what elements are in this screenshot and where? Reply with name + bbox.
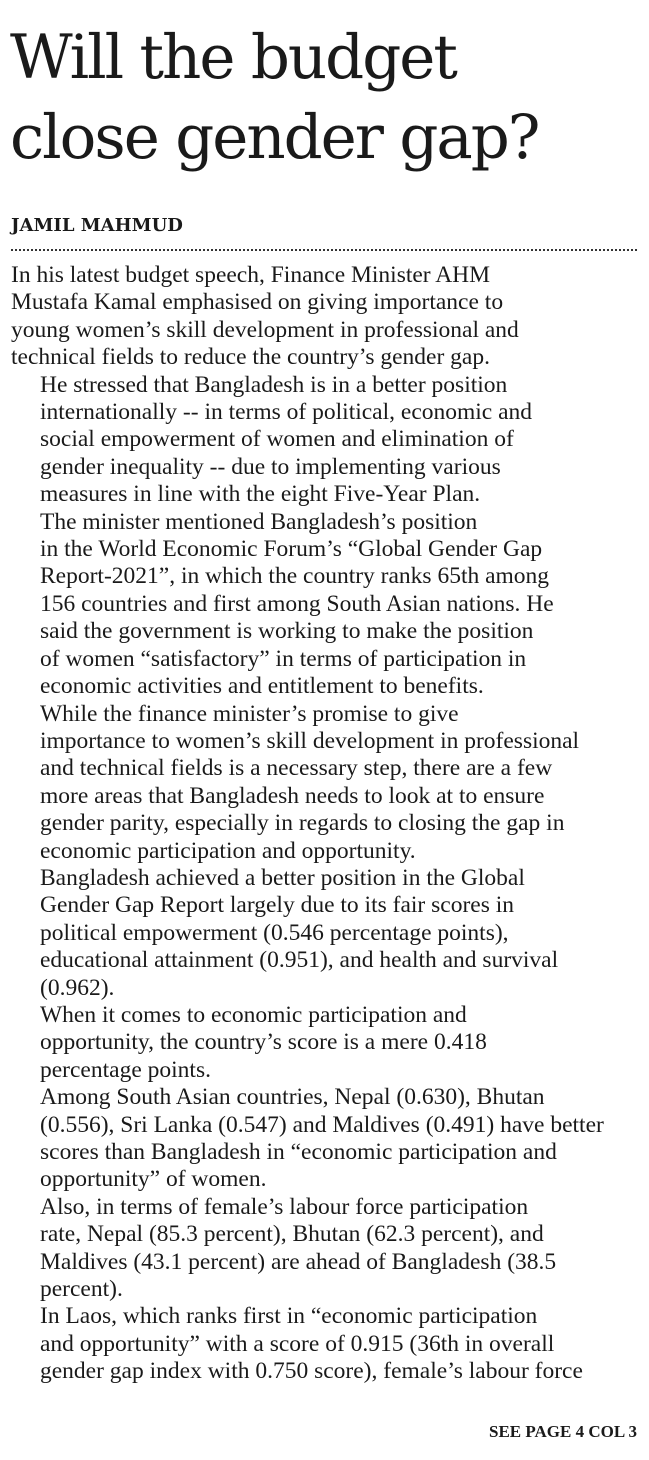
paragraph-line: rate, Nepal (85.3 percent), Bhutan (62.3 percent), and xyxy=(40,1221,544,1248)
article-paragraph xyxy=(11,1084,641,1194)
article-paragraph xyxy=(11,1194,641,1304)
article-paragraph xyxy=(11,509,641,701)
paragraph-line: In Laos, which ranks first in “economic participation xyxy=(40,1303,538,1330)
paragraph-line: said the government is working to make the position xyxy=(40,618,534,645)
paragraph-line: (0.962). xyxy=(40,974,115,1001)
headline-line: Will the budget xyxy=(10,22,456,93)
paragraph-line: Gender Gap Report largely due to its fair scores in xyxy=(40,892,514,919)
paragraph-line: percent). xyxy=(40,1276,123,1303)
article-paragraph xyxy=(11,701,641,865)
article-paragraph xyxy=(11,372,641,509)
article-body xyxy=(11,262,641,1386)
paragraph-line: When it comes to economic participation and xyxy=(40,1001,467,1028)
paragraph-line: in the World Economic Forum’s “Global Gender Gap xyxy=(40,536,543,563)
paragraph-line: opportunity, the country’s score is a mere 0.418 xyxy=(40,1029,487,1056)
paragraph-line: gender inequality -- due to implementing various xyxy=(40,453,501,480)
paragraph-line: 156 countries and first among South Asian nations. He xyxy=(40,590,554,617)
continued-on-jump-line: SEE PAGE 4 COL 3 xyxy=(489,1422,637,1441)
paragraph-line: and opportunity” with a score of 0.915 (36th in overall xyxy=(40,1330,555,1357)
paragraph-line: social empowerment of women and elimination of xyxy=(40,426,514,453)
paragraph-line: percentage points. xyxy=(40,1056,211,1083)
paragraph-line: In his latest budget speech, Finance Minister AHM xyxy=(11,262,491,288)
paragraph-line: gender parity, especially in regards to closing the gap in xyxy=(40,810,565,837)
dotted-divider xyxy=(11,249,637,251)
paragraph-line: gender gap index with 0.750 score), female’s labour force xyxy=(40,1358,583,1385)
paragraph-line: Also, in terms of female’s labour force participation xyxy=(40,1193,529,1220)
paragraph-line: importance to women’s skill development in professional xyxy=(40,727,580,754)
paragraph-line: opportunity” of women. xyxy=(40,1166,267,1193)
article-paragraph xyxy=(11,262,641,372)
paragraph-line: measures in line with the eight Five-Year Plan. xyxy=(40,481,481,508)
paragraph-line: The minister mentioned Bangladesh’s position xyxy=(40,508,478,535)
paragraph-line: He stressed that Bangladesh is in a better position xyxy=(40,371,508,398)
article-headline xyxy=(10,18,645,178)
paragraph-line: technical fields to reduce the country’s gender gap. xyxy=(11,344,490,371)
paragraph-line: of women “satisfactory” in terms of participation in xyxy=(40,645,527,672)
headline-line: close gender gap? xyxy=(10,102,539,173)
paragraph-line: educational attainment (0.951), and health and survival xyxy=(40,947,559,974)
paragraph-line: Bangladesh achieved a better position in the Global xyxy=(40,864,525,891)
paragraph-line: Report-2021”, in which the country ranks 65th among xyxy=(40,563,550,590)
paragraph-line: economic participation and opportunity. xyxy=(40,837,416,864)
paragraph-line: Maldives (43.1 percent) are ahead of Bangladesh (38.5 xyxy=(40,1248,557,1275)
paragraph-line: more areas that Bangladesh needs to look at to ensure xyxy=(40,782,545,809)
paragraph-line: young women’s skill development in professional and xyxy=(11,316,519,343)
article-paragraph xyxy=(11,1303,641,1385)
paragraph-line: While the finance minister’s promise to give xyxy=(40,700,459,727)
paragraph-line: Mustafa Kamal emphasised on giving importance to xyxy=(11,289,504,316)
paragraph-line: internationally -- in terms of political, economic and xyxy=(40,399,533,426)
paragraph-line: economic activities and entitlement to benefits. xyxy=(40,673,484,700)
article-paragraph xyxy=(11,1002,641,1084)
paragraph-line: political empowerment (0.546 percentage points), xyxy=(40,919,509,946)
author-byline: JAMIL MAHMUD xyxy=(11,215,183,236)
paragraph-line: (0.556), Sri Lanka (0.547) and Maldives (0.491) have better xyxy=(40,1111,604,1138)
paragraph-line: Among South Asian countries, Nepal (0.630), Bhutan xyxy=(40,1084,545,1111)
paragraph-line: scores than Bangladesh in “economic participation and xyxy=(40,1139,557,1165)
paragraph-line: and technical fields is a necessary step, there are a few xyxy=(40,755,553,782)
article-paragraph xyxy=(11,865,641,1002)
